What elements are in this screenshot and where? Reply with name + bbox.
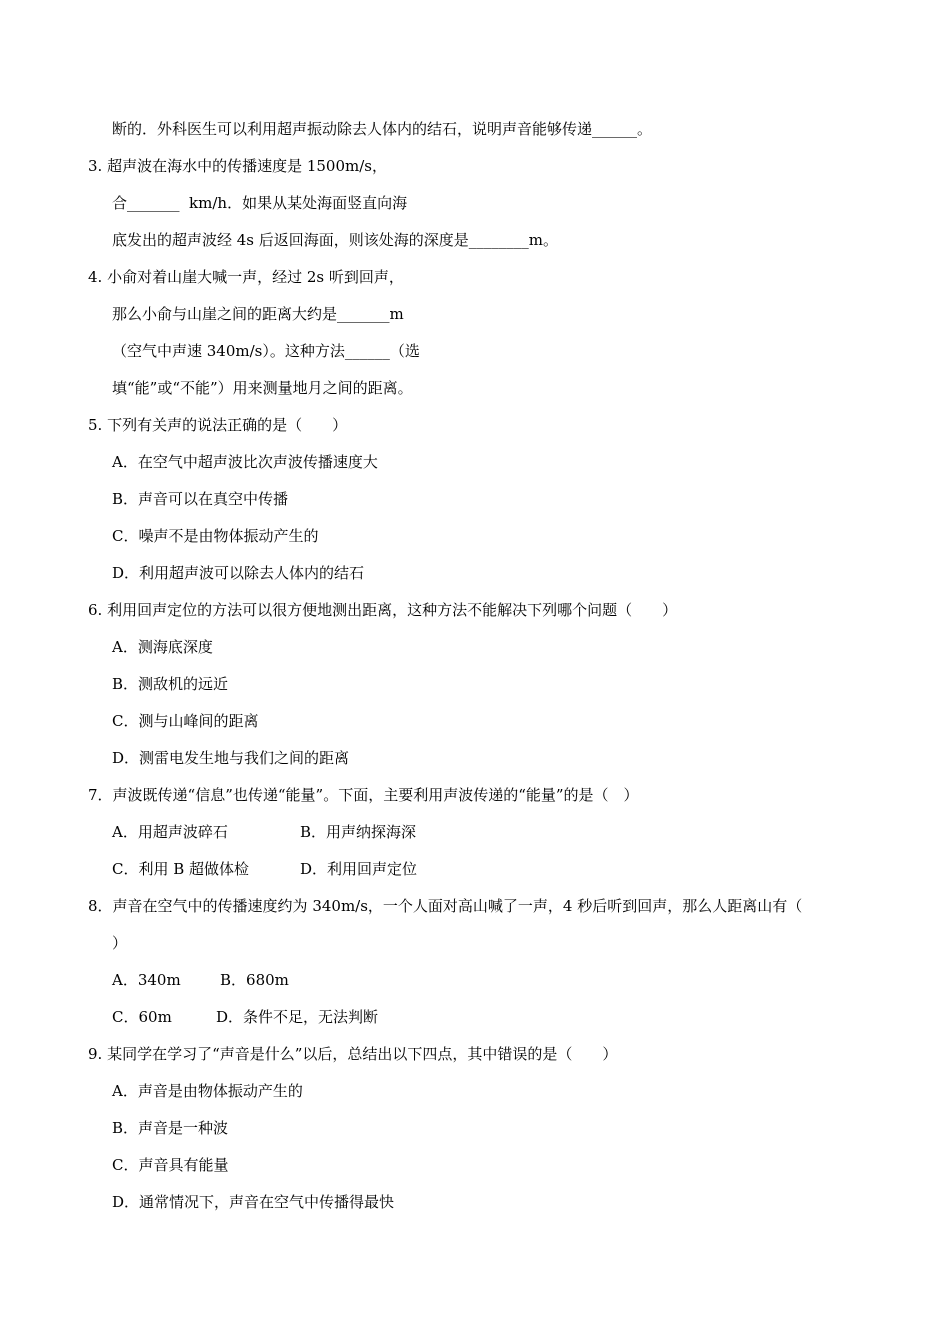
q6-option-a: A．测海底深度 xyxy=(112,638,213,656)
q3-stem: 3. 超声波在海水中的传播速度是 1500m/s， xyxy=(88,157,387,175)
q9-option-b: B．声音是一种波 xyxy=(112,1119,229,1137)
q8-stem: 8．声音在空气中的传播速度约为 340m/s，一个人面对高山喊了一声，4 秒后听到回声，那么人距离山有（ xyxy=(88,897,803,915)
q8-options-row1 xyxy=(112,970,289,990)
q6-option-b: B．测敌机的远近 xyxy=(112,675,229,693)
q6-option-c: C．测与山峰间的距离 xyxy=(112,712,259,730)
q3-line2: 合_______ km/h．如果从某处海面竖直向海 xyxy=(112,194,408,212)
q7-option-a: A．用超声波碎石 xyxy=(112,823,228,841)
q4-line3: （空气中声速 340m/s）。这种方法______（选 xyxy=(112,342,420,360)
q8-option-a: A．340m xyxy=(112,971,181,989)
q8-option-b: B．680m xyxy=(220,971,289,989)
q5-option-b: B．声音可以在真空中传播 xyxy=(112,490,289,508)
q6-option-d: D．测雷电发生地与我们之间的距离 xyxy=(112,749,350,767)
q7-options-row1 xyxy=(112,822,417,842)
q9-option-d: D．通常情况下，声音在空气中传播得最快 xyxy=(112,1193,395,1211)
q9-option-c: C．声音具有能量 xyxy=(112,1156,229,1174)
q8-stem-close: ） xyxy=(112,934,128,952)
q7-option-c: C．利用 B 超做体检 xyxy=(112,860,250,878)
q5-stem: 5. 下列有关声的说法正确的是（ ） xyxy=(88,416,348,434)
q2-continuation: 断的．外科医生可以利用超声振动除去人体内的结石，说明声音能够传递______。 xyxy=(112,120,653,138)
q4-line2: 那么小俞与山崖之间的距离大约是_______m xyxy=(112,305,404,323)
q9-option-a: A．声音是由物体振动产生的 xyxy=(112,1082,303,1100)
q3-line3: 底发出的超声波经 4s 后返回海面，则该处海的深度是________m。 xyxy=(112,231,559,249)
q7-options-row2 xyxy=(112,859,418,879)
q5-option-a: A．在空气中超声波比次声波传播速度大 xyxy=(112,453,378,471)
q4-stem: 4. 小俞对着山崖大喊一声，经过 2s 听到回声， xyxy=(88,268,404,286)
q7-option-b: B．用声纳探海深 xyxy=(300,823,417,841)
q8-options-row2 xyxy=(112,1007,379,1027)
q6-stem: 6. 利用回声定位的方法可以很方便地测出距离，这种方法不能解决下列哪个问题（ ） xyxy=(88,601,678,619)
q9-stem: 9. 某同学在学习了“声音是什么”以后，总结出以下四点，其中错误的是（ ） xyxy=(88,1045,618,1063)
q5-option-c: C．噪声不是由物体振动产生的 xyxy=(112,527,319,545)
q8-option-d: D．条件不足，无法判断 xyxy=(216,1008,379,1026)
q8-option-c: C．60m xyxy=(112,1008,172,1026)
q5-option-d: D．利用超声波可以除去人体内的结石 xyxy=(112,564,365,582)
q7-stem: 7．声波既传递“信息”也传递“能量”。下面，主要利用声波传递的“能量”的是（ ） xyxy=(88,786,639,804)
q4-line4: 填“能”或“不能”）用来测量地月之间的距离。 xyxy=(112,379,413,397)
q7-option-d: D．利用回声定位 xyxy=(300,860,418,878)
